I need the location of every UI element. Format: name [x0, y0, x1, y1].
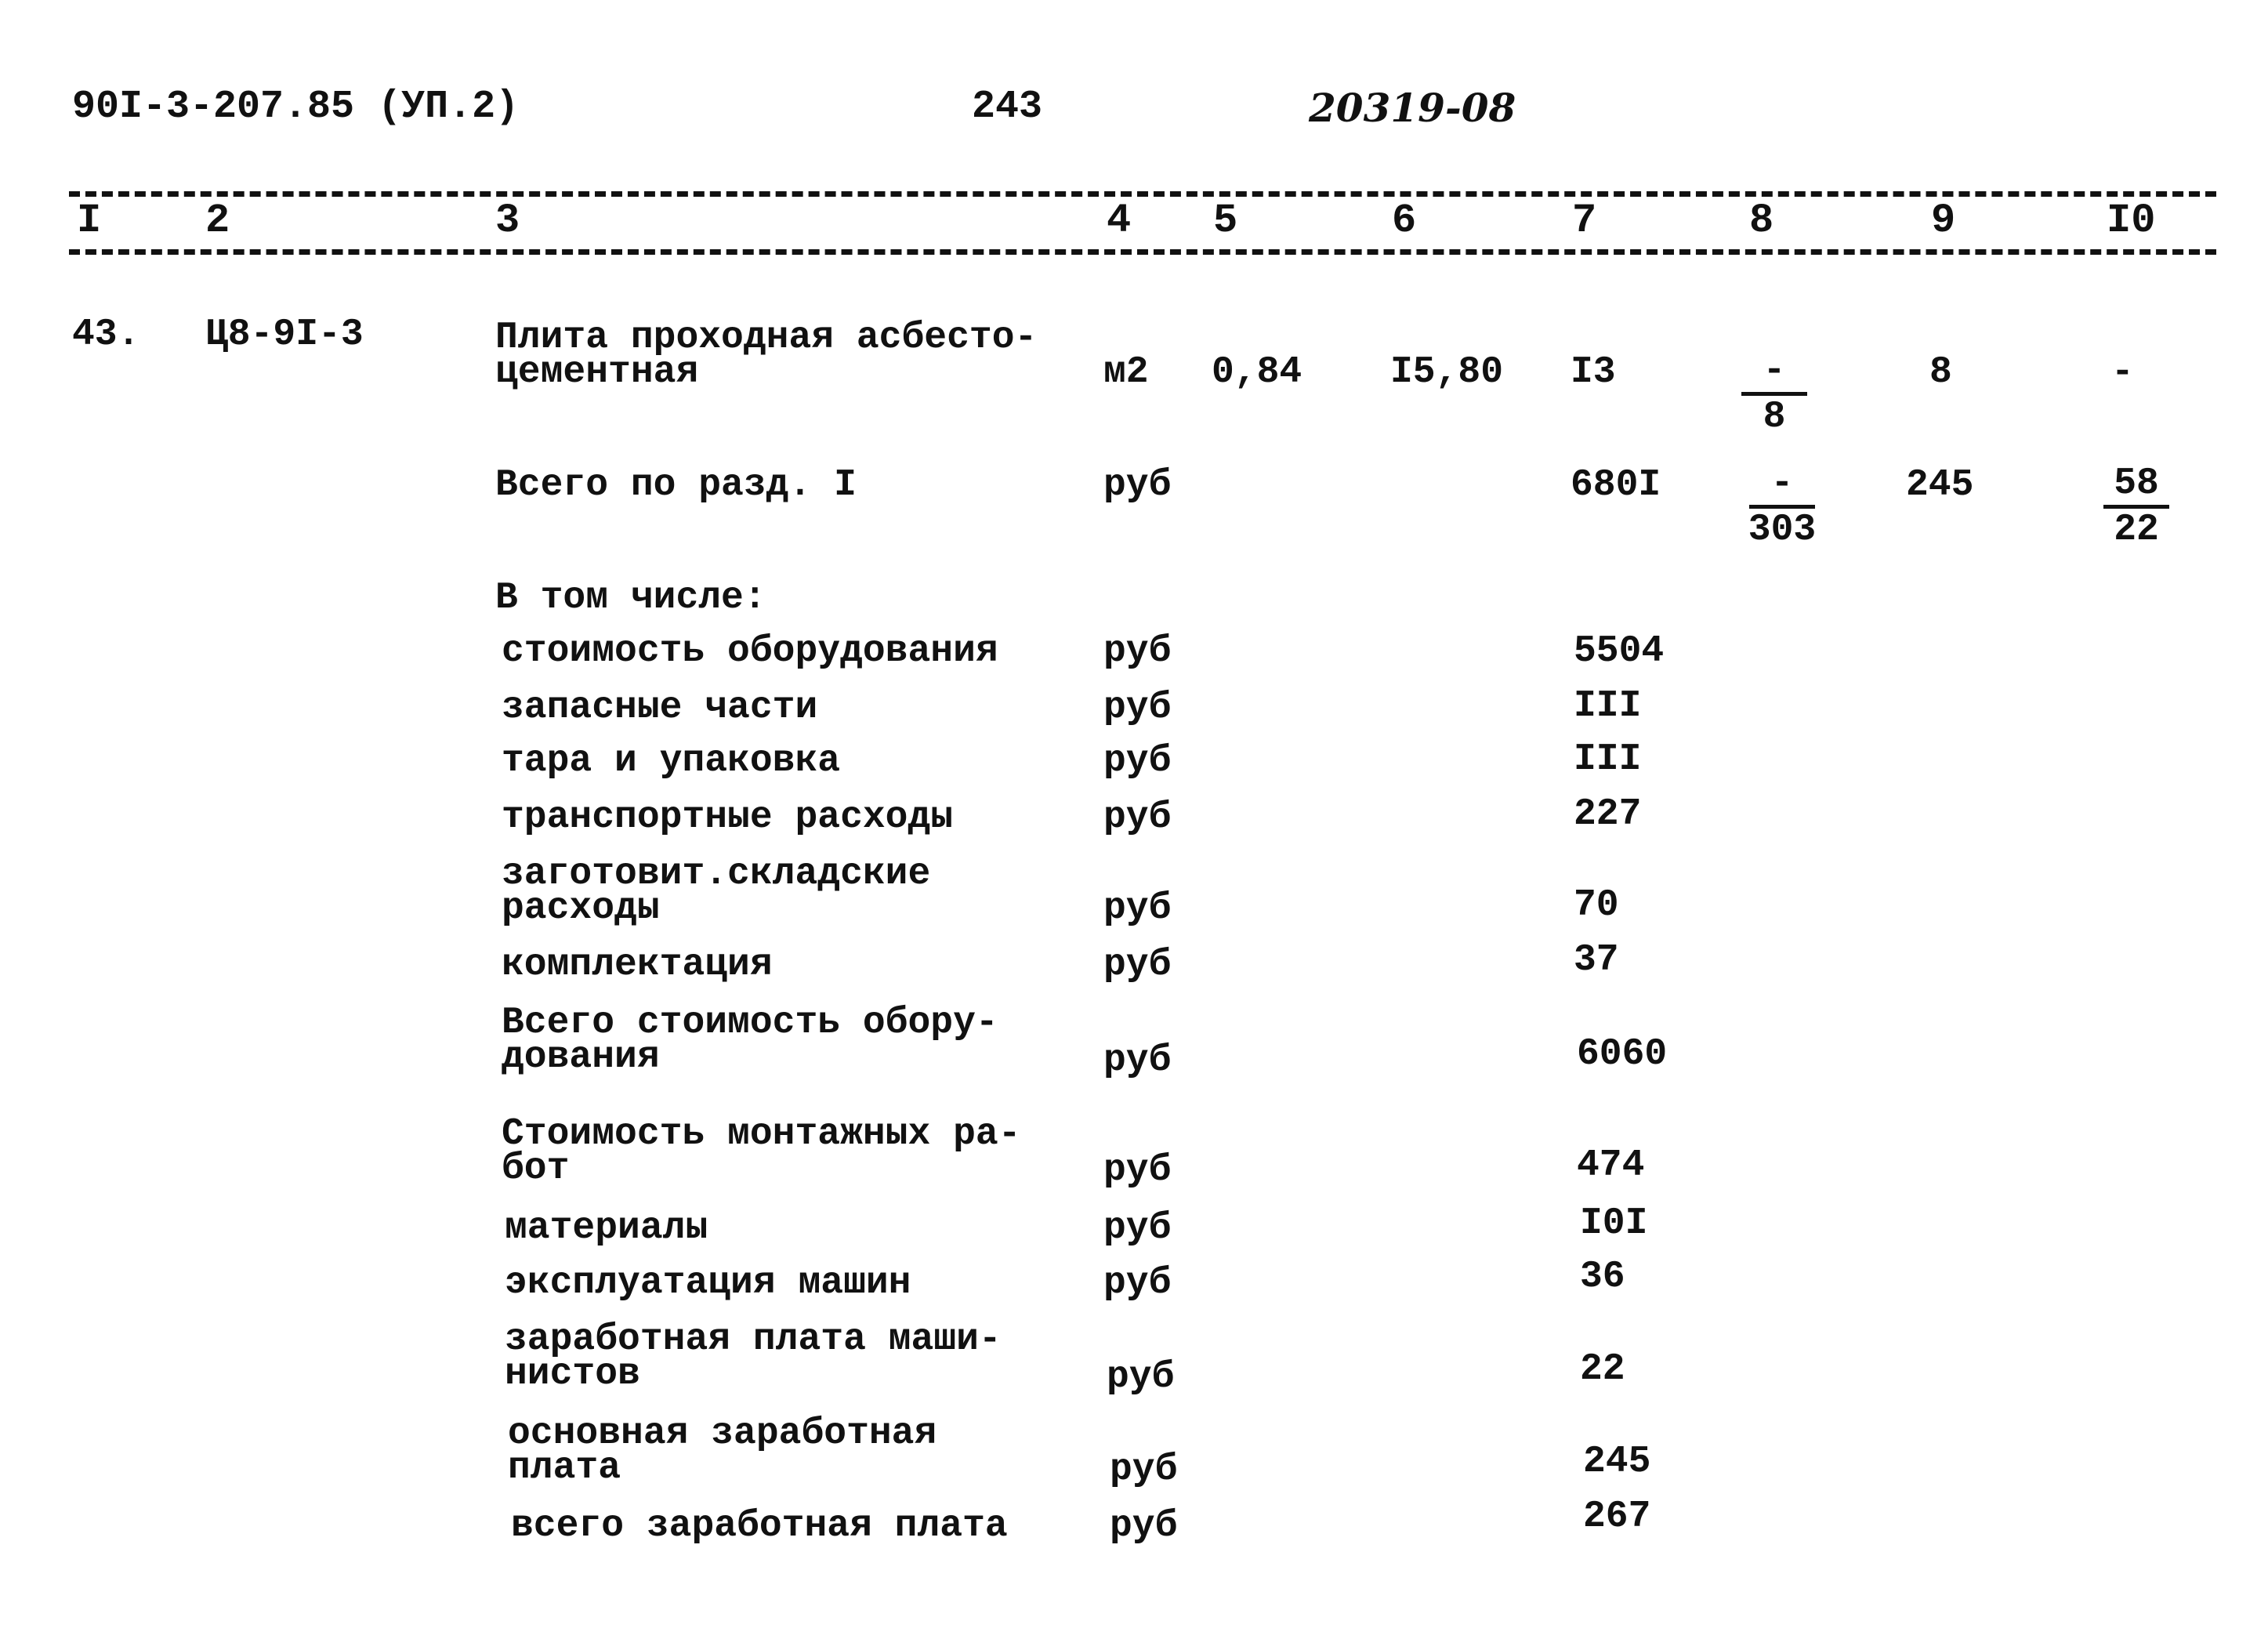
row-unit: руб	[1103, 1262, 1172, 1304]
row-label-line2: плата	[508, 1447, 621, 1489]
row-label: транспортные расходы	[502, 796, 954, 839]
row-unit: руб	[1103, 887, 1172, 930]
item-col8-fraction	[1735, 351, 1813, 437]
section-total-col7: 680I	[1571, 464, 1661, 506]
row-label: запасные части	[502, 687, 818, 729]
section-total-unit: руб	[1103, 464, 1172, 506]
row-value: 227	[1574, 793, 1642, 836]
top-dashed-rule	[69, 191, 2216, 197]
column-number-10: I0	[2107, 198, 2156, 244]
row-unit: руб	[1110, 1505, 1178, 1547]
page-number: 243	[972, 85, 1043, 129]
row-value: 37	[1574, 939, 1619, 981]
row-unit: руб	[1103, 630, 1172, 673]
column-number-3: 3	[495, 198, 520, 244]
item-quantity: 0,84	[1212, 351, 1302, 393]
row-label: Стоимость монтажных ра-	[502, 1113, 1021, 1155]
row-label-line2: дования	[502, 1036, 660, 1079]
item-name-line2: цементная	[495, 351, 699, 393]
row-label: тара и упаковка	[502, 740, 841, 782]
section-total-col10-fraction	[2097, 464, 2176, 549]
bottom-dashed-rule	[69, 249, 2216, 255]
row-unit: руб	[1103, 944, 1172, 986]
fraction-numerator: -	[1770, 462, 1794, 505]
item-unit: м2	[1103, 351, 1149, 393]
section-total-col9: 245	[1906, 464, 1974, 506]
column-number-8: 8	[1749, 198, 1774, 244]
item-total: I3	[1571, 351, 1616, 393]
column-number-7: 7	[1572, 198, 1597, 244]
row-value: III	[1574, 738, 1642, 781]
item-name-line1: Плита проходная асбесто-	[495, 317, 1038, 359]
fraction-denominator: 22	[2114, 509, 2159, 551]
item-code: Ц8-9I-3	[205, 314, 364, 356]
row-label: стоимость оборудования	[502, 630, 998, 673]
section-total-label: Всего по разд. I	[495, 464, 857, 506]
handwritten-code: 20319-08	[1309, 85, 1516, 131]
row-label: эксплуатация машин	[505, 1262, 911, 1304]
row-value: 36	[1580, 1256, 1625, 1298]
row-value: I0I	[1580, 1202, 1648, 1245]
row-unit: руб	[1103, 687, 1172, 729]
row-unit: руб	[1103, 796, 1172, 839]
row-label: основная заработная	[508, 1412, 937, 1455]
document-code: 90I-3-207.85 (УП.2)	[72, 85, 520, 129]
item-col9: 8	[1929, 351, 1952, 393]
row-label: заготовит.складские	[502, 853, 931, 895]
row-unit: руб	[1103, 1039, 1172, 1082]
column-number-5: 5	[1213, 198, 1238, 244]
row-label: материалы	[505, 1207, 708, 1249]
column-number-1: I	[77, 198, 102, 244]
row-label-line2: расходы	[502, 887, 660, 930]
column-number-2: 2	[205, 198, 230, 244]
row-unit: руб	[1103, 740, 1172, 782]
row-label: всего заработная плата	[511, 1505, 1008, 1547]
section-total-col8-fraction	[1743, 464, 1821, 549]
fraction-numerator: 58	[2114, 462, 2159, 505]
fraction-denominator: 8	[1763, 396, 1786, 438]
row-value: 22	[1580, 1348, 1625, 1391]
item-col10: -	[2111, 351, 2134, 393]
row-value: 6060	[1577, 1033, 1668, 1075]
row-value: III	[1574, 685, 1642, 727]
row-value: 70	[1574, 884, 1619, 926]
row-label: Всего стоимость обору-	[502, 1002, 998, 1044]
row-value: 245	[1583, 1441, 1651, 1483]
row-unit: руб	[1103, 1207, 1172, 1249]
column-number-6: 6	[1392, 198, 1417, 244]
fraction-numerator: -	[1763, 350, 1786, 392]
row-value: 474	[1577, 1144, 1645, 1187]
row-label-line2: нистов	[505, 1353, 640, 1395]
row-unit: руб	[1107, 1356, 1175, 1398]
row-unit: руб	[1103, 1149, 1172, 1191]
fraction-denominator: 303	[1748, 509, 1817, 551]
row-value: 5504	[1574, 630, 1665, 673]
row-unit: руб	[1110, 1449, 1178, 1491]
item-number: 43.	[72, 314, 140, 356]
column-number-4: 4	[1107, 198, 1132, 244]
row-label: заработная плата маши-	[505, 1318, 1002, 1361]
column-number-9: 9	[1931, 198, 1956, 244]
including-label: В том числе:	[495, 577, 766, 619]
row-label-line2: бот	[502, 1148, 570, 1190]
row-label: комплектация	[502, 944, 773, 986]
item-unit-price: I5,80	[1390, 351, 1504, 393]
row-value: 267	[1583, 1496, 1651, 1538]
